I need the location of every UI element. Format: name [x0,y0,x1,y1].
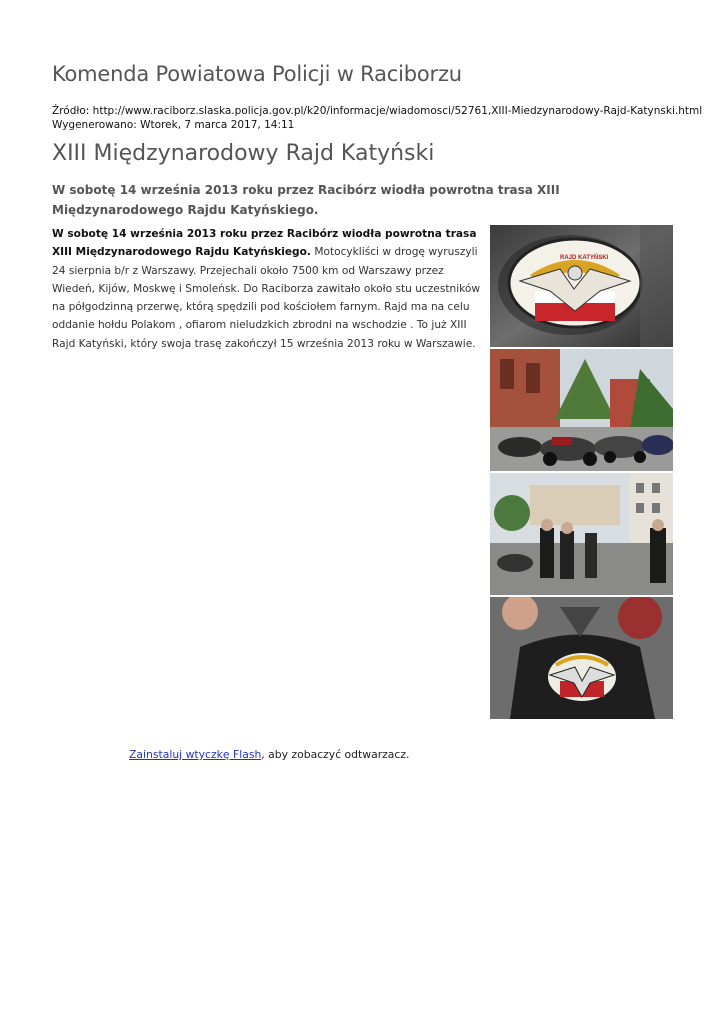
jacket-image [490,597,673,719]
source-line [52,104,702,118]
generated-value: Wtorek, 7 marca 2017, 14:11 [140,119,295,131]
photo-church-motorcycles[interactable] [490,349,673,471]
generated-label: Wygenerowano: [52,119,137,131]
church-image [490,349,673,471]
square-image [490,473,673,595]
patch-label: RAJD KATYŃSKI [560,255,609,261]
flash-notice [129,748,409,761]
generated-line [52,118,702,132]
flash-suffix: , aby zobaczyć odtwarzacz. [261,748,410,761]
article-body [52,225,488,353]
install-flash-link[interactable]: Zainstaluj wtyczkę Flash [129,748,262,761]
article-title: XIII Międzynarodowy Rajd Katyński [52,141,435,166]
source-label: Źródło: [52,105,90,117]
photo-gallery [490,225,673,721]
article-body-text: Motocykliści w drogę wyruszyli 24 sierpnia b/r z Warszawy. Przejechali około 7500 km od Warszawy przez Wiedeń, Kijów, Moskwę i Smoleńsk. Do Raciborza zawitało około stu uczestników na półgodzinną przerwę, którą spędzili pod kościołem farnym. Rajd ma na celu oddanie hołdu Polakom , ofiarom nieludzkich zbrodni na wschodzie . To już XIII Rajd Katyński, który swoja trasę zakończył 15 września 2013 roku w Warszawie. [52,246,481,350]
photo-patch[interactable] [490,225,673,347]
site-title: Komenda Powiatowa Policji w Raciborzu [52,62,462,86]
patch-image [490,225,673,347]
source-url-link[interactable]: http://www.raciborz.slaska.policja.gov.pl/k20/informacje/wiadomosci/52761,XIII-Miedzynarodowy-Rajd-Katynski.html [92,105,703,117]
photo-riders-square[interactable] [490,473,673,595]
article-lead: W sobotę 14 września 2013 roku przez Racibórz wiodła powrotna trasa XIII Międzynarodowego Rajdu Katyńskiego. [52,183,560,217]
photo-jacket-back[interactable] [490,597,673,719]
document-meta [52,104,702,132]
article-body-bold: W sobotę 14 września 2013 roku przez Racibórz wiodła powrotna trasa XIII Międzynarodowego Rajdu Katyńskiego. [52,228,477,259]
